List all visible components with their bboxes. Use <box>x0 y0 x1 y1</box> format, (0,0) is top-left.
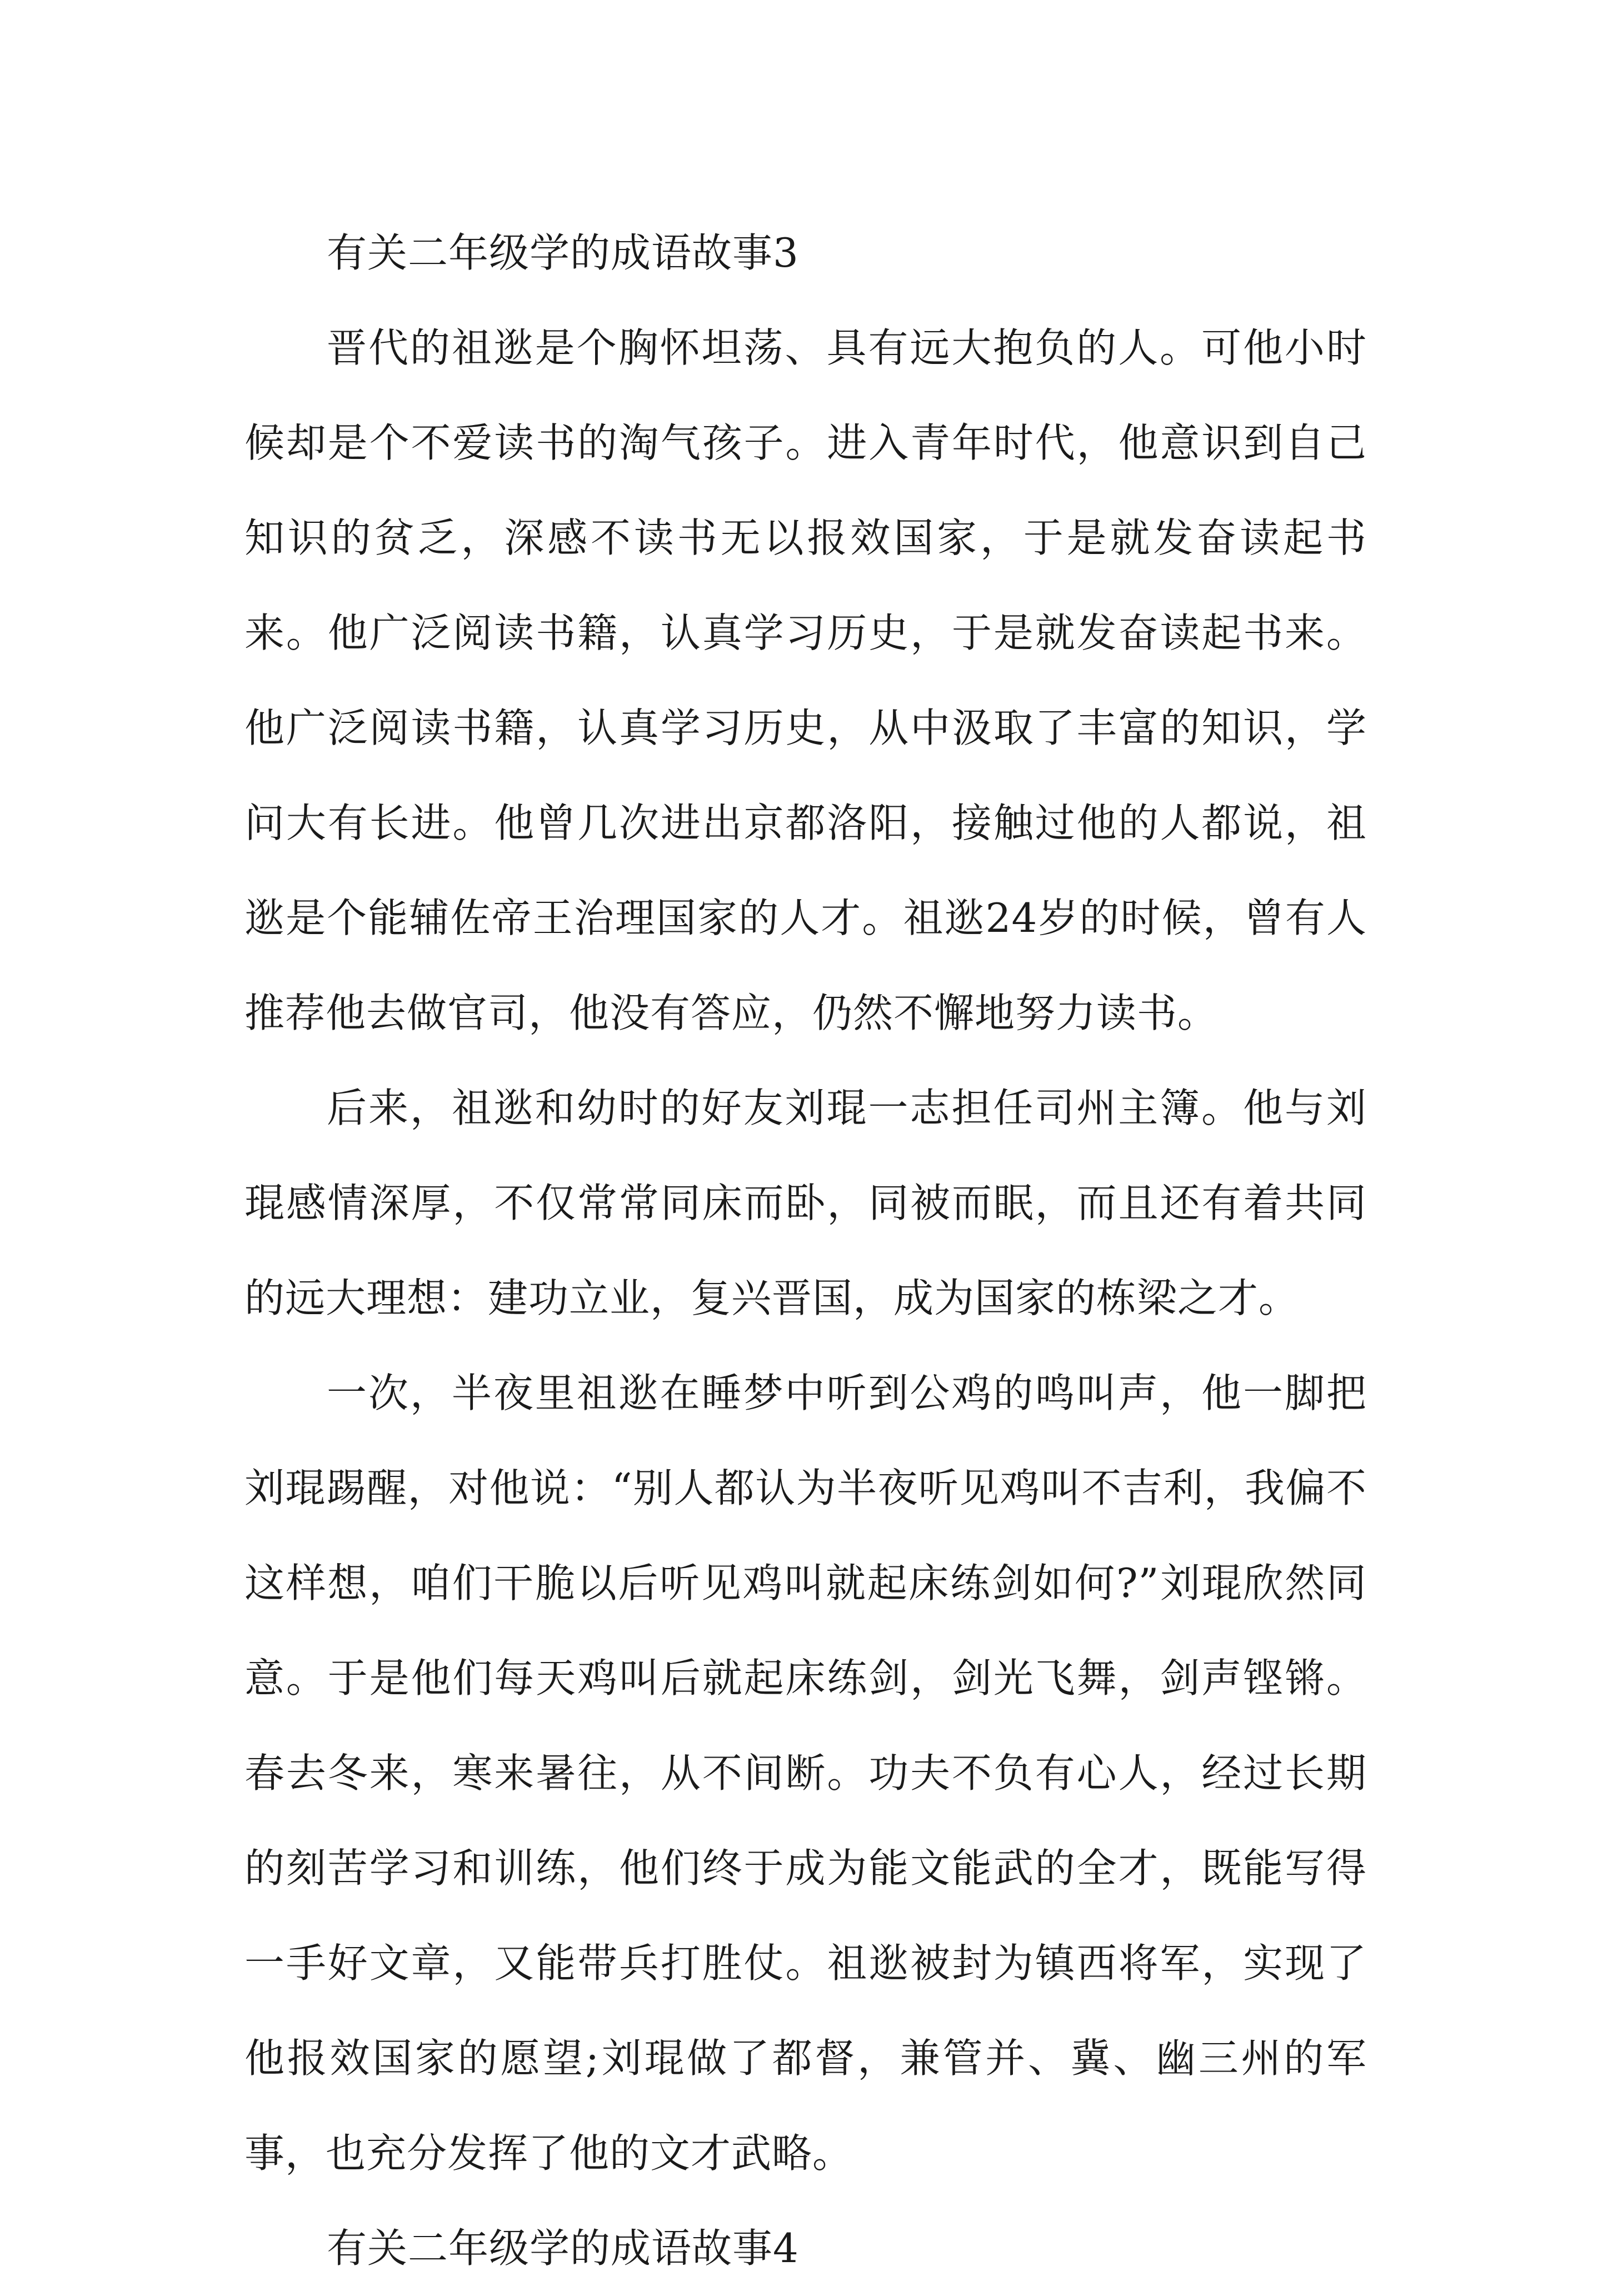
paragraph-zu-ti-liu-kun: 后来，祖逖和幼时的好友刘琨一志担任司州主簿。他与刘琨感情深厚，不仅常常同床而卧，同被而眠，而且还有着共同的远大理想：建功立业，复兴晋国，成为国家的栋梁之才。 <box>244 1085 1367 1321</box>
section-heading-story-3: 有关二年级学的成语故事3 <box>327 229 799 276</box>
document-body <box>244 206 1367 2296</box>
paragraph-zu-ti-youth: 晋代的祖逖是个胸怀坦荡、具有远大抱负的人。可他小时候却是个不爱读书的淘气孩子。进入青年时代，他意识到自己知识的贫乏，深感不读书无以报效国家，于是就发奋读起书来。他广泛阅读书籍，认真学习历史，于是就发奋读起书来。他广泛阅读书籍，认真学习历史，从中汲取了丰富的知识，学问大有长进。他曾几次进出京都洛阳，接触过他的人都说，祖逖是个能辅佐帝王治理国家的人才。祖逖24岁的时候，曾有人推荐他去做官司，他没有答应，仍然不懈地努力读书。 <box>244 325 1367 1036</box>
paragraph-rooster-crow: 一次，半夜里祖逖在睡梦中听到公鸡的鸣叫声，他一脚把刘琨踢醒，对他说：“别人都认为半夜听见鸡叫不吉利，我偏不这样想，咱们干脆以后听见鸡叫就起床练剑如何?”刘琨欣然同意。于是他们每天鸡叫后就起床练剑，剑光飞舞，剑声铿锵。春去冬来，寒来暑往，从不间断。功夫不负有心人，经过长期的刻苦学习和训练，他们终于成为能文能武的全才，既能写得一手好文章，又能带兵打胜仗。祖逖被封为镇西将军，实现了他报效国家的愿望;刘琨做了都督，兼管并、冀、幽三州的军事，也充分发挥了他的文才武略。 <box>244 1370 1367 2177</box>
section-heading-story-4: 有关二年级学的成语故事4 <box>327 2225 799 2272</box>
